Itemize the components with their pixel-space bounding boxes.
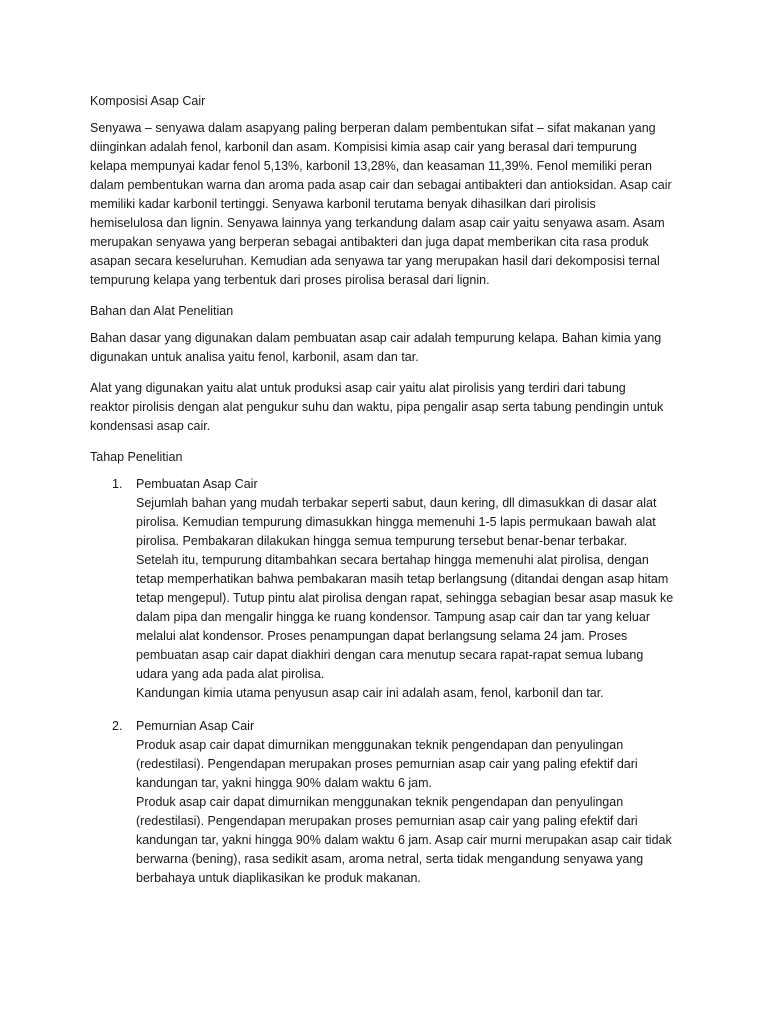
heading-bahan-alat: Bahan dan Alat Penelitian: [90, 304, 234, 318]
paragraph-komposisi: Senyawa – senyawa dalam asapyang paling berperan dalam pembentukan sifat – sifat makanan yang diinginkan adalah fenol, karbonil dan asam. Kompisisi kimia asap cair yang berasal dari tempurung kelapa mempunyai kadar fenol 5,13%, karbonil 13,28%, dan keasaman 11,39%. Fenol memiliki peran dalam pembentukan warna dan aroma pada asap cair dan sebagai antibakteri dan antioksidan. Asap cair memiliki kadar karbonil tertinggi. Senyawa karbonil terutama benyak dihasilkan dari pirolisis hemiselulosa dan lignin. Senyawa lainnya yang terkandung dalam asap cair yaitu senyawa asam. Asam merupakan senyawa yang berperan sebagai antibakteri dan juga dapat memberikan cita rasa produk asapan secara keseluruhan. Kemudian ada senyawa tar yang merupakan hasil dari dekomposisi ternal tempurung kelapa yang terbentuk dari proses pirolisa berasal dari lignin.: [90, 121, 672, 287]
paragraph-bahan: Bahan dasar yang digunakan dalam pembuatan asap cair adalah tempurung kelapa. Bahan kimia yang digunakan untuk analisa yaitu fenol, karbonil, asam dan tar.: [90, 331, 662, 364]
list-item-title: Pemurnian Asap Cair: [136, 719, 255, 733]
steps-list: [90, 475, 688, 888]
heading-tahap: Tahap Penelitian: [90, 450, 183, 464]
heading-komposisi: Komposisi Asap Cair: [90, 94, 206, 108]
list-number: 2.: [112, 719, 123, 733]
paragraph-alat: Alat yang digunakan yaitu alat untuk produksi asap cair yaitu alat pirolisis yang terdiri dari tabung reaktor pirolisis dengan alat pengukur suhu dan waktu, pipa pengalir asap serta tabung pendingin untuk kondensasi asap cair.: [90, 381, 664, 433]
list-item: [90, 717, 688, 888]
list-item-body: Sejumlah bahan yang mudah terbakar seperti sabut, daun kering, dll dimasukkan di dasar alat pirolisa. Kemudian tempurung dimasukkan hingga memenuhi 1-5 lapis permukaan bawah alat pirolisa. Pembakaran dilakukan hingga semua tempurung tersebut benar-benar terbakar. Setelah itu, tempurung ditambahkan secara bertahap hingga memenuhi alat pirolisa, dengan tetap memperhatikan bahwa pembakaran masih tetap berlangsung (ditandai dengan asap hitam tetap mengepul). Tutup pintu alat pirolisa dengan rapat, sehingga sebagian besar asap masuk ke dalam pipa dan mengalir hingga ke ruang kondensor. Tampung asap cair dan tar yang keluar melalui alat kondensor. Proses penampungan dapat berlangsung selama 24 jam. Proses pembuatan asap cair dapat diakhiri dengan cara menutup secara rapat-rapat semua lubang udara yang ada pada alat pirolisa. Kandungan kimia utama penyusun asap cair ini adalah asam, fenol, karbonil dan tar.: [136, 496, 674, 700]
list-item-body: Produk asap cair dapat dimurnikan menggunakan teknik pengendapan dan penyulingan (redestilasi). Pengendapan merupakan proses pemurnian asap cair yang paling efektif dari kandungan tar, yakni hingga 90% dalam waktu 6 jam. Produk asap cair dapat dimurnikan menggunakan teknik pengendapan dan penyulingan (redestilasi). Pengendapan merupakan proses pemurnian asap cair yang paling efektif dari kandungan tar, yakni hingga 90% dalam waktu 6 jam. Asap cair murni merupakan asap cair tidak berwarna (bening), rasa sedikit asam, aroma netral, serta tidak mengandung senyawa yang berbahaya untuk diaplikasikan ke produk makanan.: [136, 738, 672, 885]
list-item: [90, 475, 688, 703]
list-number: 1.: [112, 477, 123, 491]
list-item-title: Pembuatan Asap Cair: [136, 477, 258, 491]
